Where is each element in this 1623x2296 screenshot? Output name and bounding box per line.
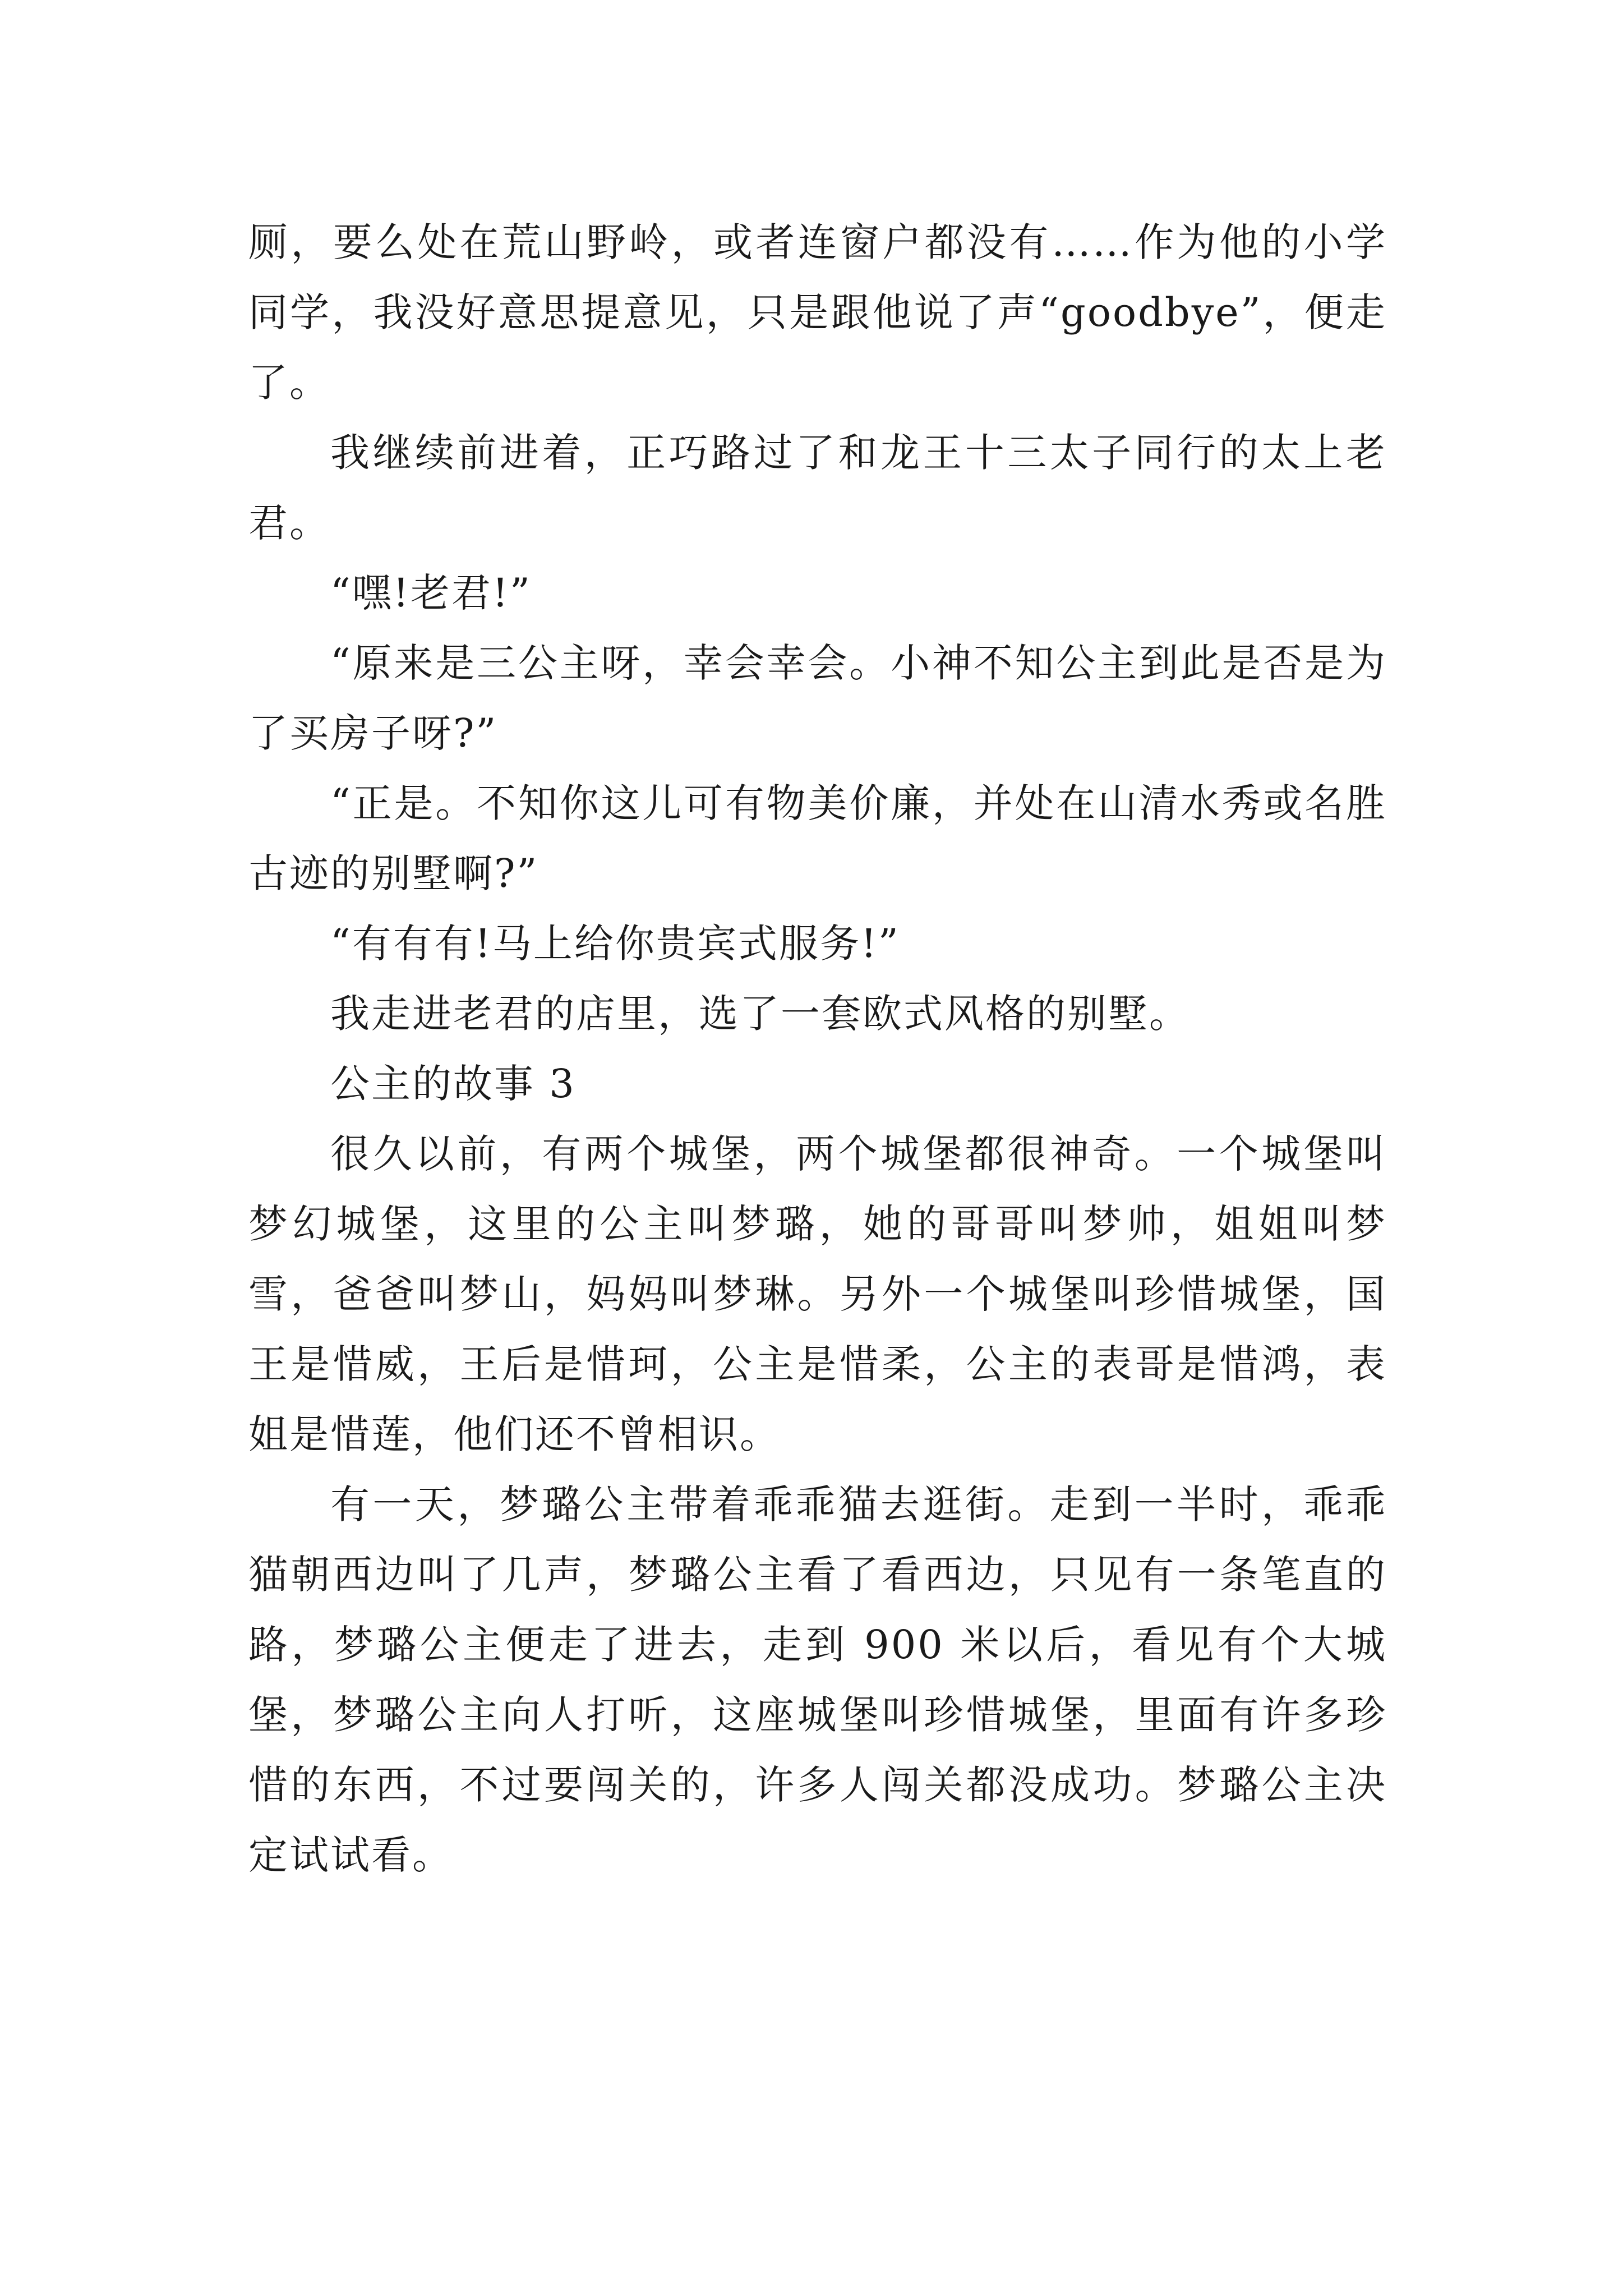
paragraph: 我走进老君的店里，选了一套欧式风格的别墅。 [330, 991, 1190, 1037]
dialogue-line: “嘿!老君!” [330, 570, 532, 616]
paragraph: 有一天，梦璐公主带着乖乖猫去逛街。走到一半时，乖乖猫朝西边叫了几声，梦璐公主看了看西边，只见有一条笔直的路，梦璐公主便走了进去，走到 900 米以后，看见有个大城堡，梦璐公主向人打听，这座城堡叫珍惜城堡，里面有许多珍惜的东西，不过要闯关的，许多人闯关都没成功。梦璐公主决定试试看。 [248, 1481, 1387, 1878]
dialogue-line: “有有有!马上给你贵宾式服务!” [330, 921, 900, 967]
section-heading: 公主的故事 3 [330, 1061, 576, 1107]
body-text [248, 208, 1387, 1890]
paragraph: 很久以前，有两个城堡，两个城堡都很神奇。一个城堡叫梦幻城堡，这里的公主叫梦璐，她的哥哥叫梦帅，姐姐叫梦雪，爸爸叫梦山，妈妈叫梦琳。另外一个城堡叫珍惜城堡，国王是惜威，王后是惜珂，公主是惜柔，公主的表哥是惜鸿，表姐是惜莲，他们还不曾相识。 [248, 1131, 1387, 1457]
dialogue-line: “原来是三公主呀，幸会幸会。小神不知公主到此是否是为了买房子呀?” [248, 640, 1387, 756]
paragraph-continuation: 厕，要么处在荒山野岭，或者连窗户都没有……作为他的小学同学，我没好意思提意见，只是跟他说了声“goodbye”，便走了。 [248, 219, 1387, 406]
paragraph: 我继续前进着，正巧路过了和龙王十三太子同行的太上老君。 [248, 430, 1387, 546]
dialogue-line: “正是。不知你这儿可有物美价廉，并处在山清水秀或名胜古迹的别墅啊?” [248, 780, 1387, 896]
